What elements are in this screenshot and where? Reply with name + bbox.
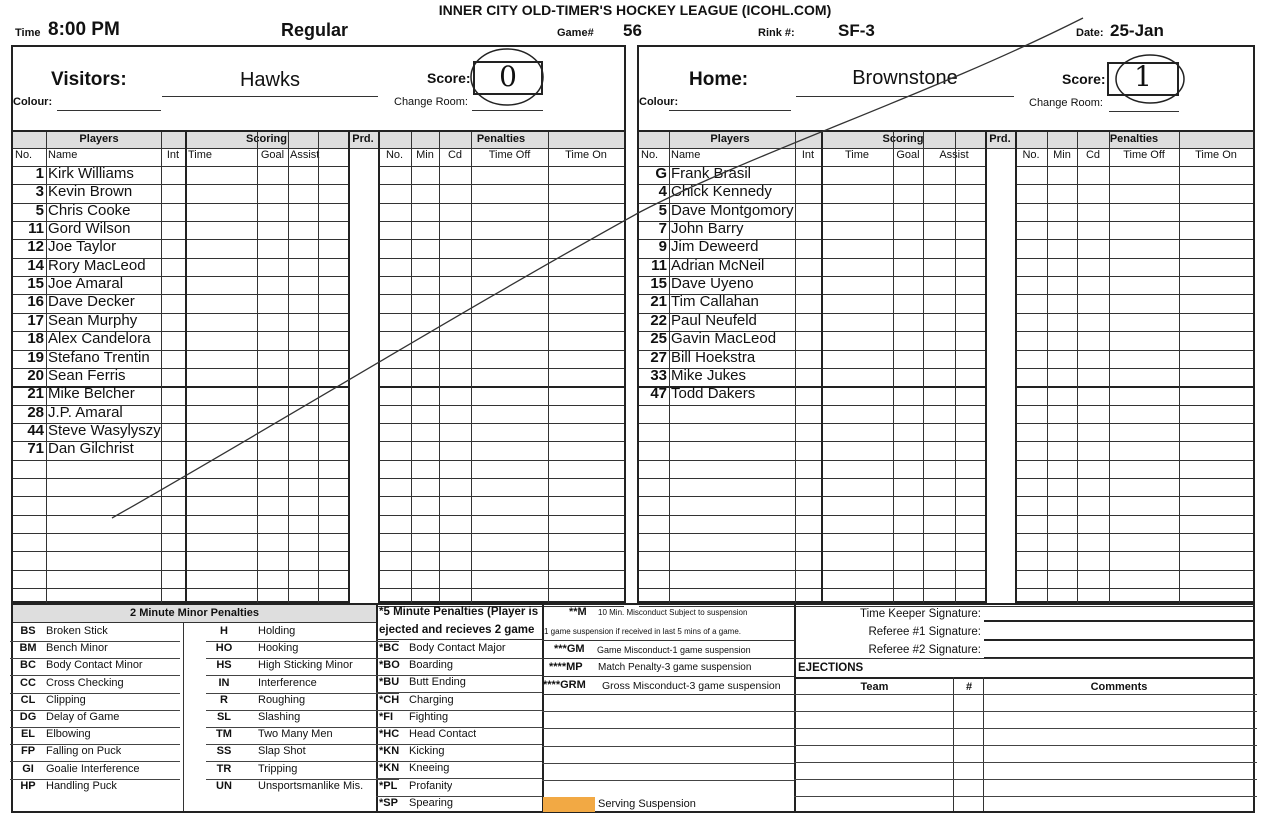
- visitors-player-name: Kirk Williams: [48, 165, 134, 182]
- visitors-score: 0: [499, 60, 517, 93]
- visitors-colour-label: Colour:: [13, 96, 53, 108]
- visitors-player-number: 19: [27, 348, 44, 366]
- minor-left-code: GI: [22, 762, 34, 775]
- major-label: Boarding: [409, 659, 454, 672]
- visitors-player-number: 71: [27, 440, 44, 458]
- visitors-player-number: 11: [28, 220, 44, 238]
- minor-penalties-title: 2 Minute Minor Penalties: [130, 607, 259, 619]
- rink-label: Rink #:: [758, 27, 795, 39]
- major-code: *CH: [379, 693, 400, 706]
- minor-left-label: Broken Stick: [46, 625, 108, 637]
- minor-left-label: Goalie Interference: [46, 762, 140, 775]
- home-prd-heading: Prd.: [989, 133, 1011, 145]
- home-col-min: Min: [1053, 149, 1071, 161]
- major-label: Profanity: [409, 779, 453, 792]
- referee1-signature-label: Referee #1 Signature:: [868, 626, 981, 638]
- home-player-name: Dave Uyeno: [671, 275, 754, 293]
- visitors-col-assist: Assist: [290, 149, 320, 161]
- home-team-name: Brownstone: [796, 67, 1014, 97]
- minor-right-label: Two Many Men: [258, 728, 333, 741]
- minor-right-code: SS: [216, 745, 232, 758]
- home-col-time: Time: [844, 149, 870, 161]
- visitors-player-number: 17: [27, 311, 44, 329]
- visitors-col-min: Min: [416, 149, 434, 161]
- minor-left-code: HP: [20, 779, 36, 792]
- minor-left-code: BS: [20, 625, 36, 637]
- minor-right-label: Hooking: [258, 642, 299, 655]
- minor-right-code: UN: [216, 779, 232, 792]
- home-col-name: Name: [671, 149, 701, 161]
- misconduct-gm-code: ***GM: [554, 643, 585, 655]
- major-label: Fighting: [409, 710, 449, 723]
- home-col-assist: Assist: [939, 149, 969, 161]
- ejections-title: EJECTIONS: [798, 662, 864, 674]
- visitors-score-circle: [471, 49, 543, 105]
- minor-right-code: H: [220, 625, 228, 637]
- visitors-player-name: Alex Candelora: [48, 330, 151, 348]
- home-player-name: Dave Montgomory: [671, 201, 794, 219]
- minor-left-code: EL: [20, 728, 36, 741]
- home-penalties-heading: Penalties: [1109, 133, 1159, 145]
- visitors-player-name: Steve Wasylyszy: [48, 421, 161, 439]
- home-players-heading: Players: [710, 133, 750, 145]
- home-player-number: 9: [658, 238, 667, 256]
- date-value: 25-Jan: [1110, 21, 1164, 40]
- visitors-col-int: Int: [166, 149, 180, 161]
- home-player-name: Frank Brasil: [671, 165, 752, 182]
- minor-left-code: BC: [20, 659, 36, 672]
- minor-left-label: Delay of Game: [46, 711, 120, 723]
- misconduct-mp-code: ****MP: [549, 661, 583, 673]
- home-score-circle: [1116, 55, 1184, 103]
- visitors-player-name: Chris Cooke: [48, 201, 131, 219]
- home-player-name: Paul Neufeld: [671, 311, 757, 329]
- minor-left-label: Clipping: [46, 693, 86, 706]
- home-colour-label: Colour:: [639, 96, 679, 108]
- visitors-player-number: 12: [27, 238, 44, 256]
- visitors-player-number: 28: [27, 403, 44, 421]
- game-type: Regular: [281, 20, 349, 40]
- timekeeper-signature-label: Time Keeper Signature:: [859, 608, 981, 620]
- visitors-player-name: Rory MacLeod: [48, 256, 146, 274]
- home-col-time-off: Time Off: [1123, 149, 1165, 161]
- home-score-label: Score:: [1062, 71, 1106, 87]
- visitors-player-number: 44: [27, 421, 44, 439]
- home-scoring-heading: Scoring: [882, 133, 924, 145]
- visitors-player-name: Dan Gilchrist: [48, 440, 134, 458]
- minor-left-code: DG: [19, 711, 37, 723]
- home-change-room-label: Change Room:: [1029, 97, 1103, 109]
- minor-right-label: High Sticking Minor: [258, 659, 353, 672]
- visitors-player-number: 16: [27, 293, 44, 311]
- minor-right-code: IN: [218, 676, 230, 689]
- minor-right-code: HS: [216, 659, 232, 672]
- misconduct-gm-text: Game Misconduct-1 game suspension: [597, 645, 751, 655]
- minor-left-code: BM: [19, 642, 37, 655]
- major-label: Kneeing: [409, 762, 450, 775]
- time-label: Time: [15, 27, 41, 39]
- date-label: Date:: [1076, 27, 1104, 39]
- visitors-player-name: Stefano Trentin: [48, 348, 150, 366]
- major-code: *SP: [379, 796, 398, 809]
- minor-right-label: Slap Shot: [258, 745, 306, 758]
- major-code: *FI: [379, 710, 394, 723]
- visitors-col-time-on: Time On: [565, 149, 607, 161]
- minor-right-label: Roughing: [258, 693, 306, 706]
- minor-left-code: CL: [20, 693, 36, 706]
- major-label: Body Contact Major: [409, 642, 506, 654]
- major-title-line2: ejected and recieves 2 game: [379, 624, 535, 636]
- visitors-player-number: 18: [27, 330, 44, 348]
- minor-left-label: Elbowing: [46, 728, 91, 741]
- visitors-col-name: Name: [48, 149, 78, 161]
- minor-right-code: SL: [216, 711, 232, 723]
- major-title-line1: *5 Minute Penalties (Player is: [379, 606, 539, 618]
- visitors-players-heading: Players: [79, 133, 119, 145]
- visitors-score-label: Score:: [427, 70, 471, 86]
- visitors-player-number: 14: [27, 256, 44, 274]
- minor-left-label: Body Contact Minor: [46, 659, 143, 672]
- visitors-col-time-off: Time Off: [488, 149, 531, 161]
- home-player-number: 7: [658, 220, 667, 238]
- home-col-int: Int: [801, 149, 815, 161]
- visitors-player-number: 1: [35, 165, 44, 182]
- home-player-name: Tim Callahan: [671, 293, 759, 311]
- home-player-name: Jim Deweerd: [671, 238, 759, 256]
- visitors-col-no: No.: [15, 149, 33, 161]
- home-player-number: 11: [651, 256, 667, 274]
- minor-right-code: HO: [215, 642, 233, 655]
- major-label: Charging: [409, 693, 454, 706]
- strikethrough-line: [112, 18, 1083, 518]
- home-player-name: John Barry: [671, 220, 744, 238]
- visitors-player-name: J.P. Amaral: [48, 403, 123, 421]
- visitors-player-name: Sean Murphy: [48, 311, 138, 329]
- major-label: Butt Ending: [409, 676, 466, 689]
- home-player-number: 33: [650, 366, 667, 384]
- visitors-label: Visitors:: [51, 69, 127, 90]
- minor-left-label: Cross Checking: [46, 676, 124, 689]
- major-code: *BO: [379, 659, 400, 672]
- home-col-no: No.: [641, 149, 659, 161]
- visitors-player-number: 15: [27, 275, 44, 293]
- ejections-col-comments: Comments: [1090, 681, 1148, 693]
- home-player-number: 15: [650, 275, 667, 293]
- ejections-col-number: #: [965, 681, 973, 693]
- minor-left-label: Handling Puck: [46, 779, 117, 792]
- home-col-penalty-no: No.: [1022, 149, 1040, 161]
- referee2-signature-label: Referee #2 Signature:: [868, 644, 981, 656]
- home-col-cd: Cd: [1085, 149, 1101, 161]
- misconduct-m-code: **M: [569, 606, 587, 618]
- minor-left-label: Bench Minor: [46, 642, 108, 655]
- minor-left-code: CC: [20, 676, 36, 689]
- visitors-col-goal: Goal: [260, 149, 285, 161]
- time-value: 8:00 PM: [48, 19, 120, 40]
- visitors-player-name: Dave Decker: [48, 293, 135, 311]
- major-code: *BC: [379, 642, 400, 654]
- home-score: 1: [1134, 60, 1152, 93]
- visitors-player-name: Joe Amaral: [48, 275, 124, 293]
- home-player-number: 5: [658, 201, 667, 219]
- minor-right-label: Tripping: [258, 762, 298, 775]
- major-code: *HC: [379, 728, 400, 740]
- major-label: Spearing: [409, 796, 454, 809]
- visitors-team-name: Hawks: [162, 69, 378, 97]
- misconduct-m-note: 1 game suspension if received in last 5 mins of a game.: [544, 627, 741, 636]
- rink-value: SF-3: [838, 21, 875, 40]
- visitors-player-name: Kevin Brown: [48, 183, 133, 201]
- home-col-time-on: Time On: [1195, 149, 1237, 161]
- visitors-col-cd: Cd: [447, 149, 463, 161]
- visitors-player-name: Gord Wilson: [48, 220, 131, 238]
- visitors-player-number: 3: [35, 183, 44, 201]
- minor-right-code: TR: [216, 762, 232, 775]
- visitors-player-name: Mike Belcher: [48, 385, 135, 403]
- minor-right-code: R: [220, 693, 228, 706]
- visitors-player-name: Joe Taylor: [48, 238, 117, 256]
- misconduct-grm-text: Gross Misconduct-3 game suspension: [602, 680, 781, 692]
- minor-left-code: FP: [20, 745, 36, 758]
- visitors-scoring-heading: Scoring: [246, 133, 287, 145]
- home-player-name: Adrian McNeil: [671, 256, 765, 274]
- home-player-name: Gavin MacLeod: [671, 330, 777, 348]
- home-player-number: 22: [650, 311, 667, 329]
- visitors-player-number: 21: [27, 385, 44, 403]
- home-col-goal: Goal: [896, 149, 920, 161]
- home-player-number: 4: [658, 183, 667, 201]
- misconduct-grm-code: ****GRM: [543, 679, 586, 691]
- minor-right-label: Unsportsmanlike Mis.: [258, 779, 364, 792]
- misconduct-mp-text: Match Penalty-3 game suspension: [598, 662, 752, 673]
- home-player-name: Chick Kennedy: [671, 183, 772, 201]
- visitors-player-name: Sean Ferris: [48, 366, 126, 384]
- visitors-change-room-label: Change Room:: [394, 96, 468, 108]
- major-label: Head Contact: [409, 728, 477, 740]
- home-player-number: 27: [650, 348, 667, 366]
- home-player-number: 25: [650, 330, 667, 348]
- misconduct-m-text: 10 Min. Misconduct Subject to suspension: [598, 608, 748, 617]
- game-number: 56: [623, 21, 642, 40]
- home-player-number: 47: [650, 385, 667, 403]
- home-player-name: Mike Jukes: [671, 366, 747, 384]
- major-label: Kicking: [409, 745, 445, 758]
- game-number-label: Game#: [557, 27, 594, 39]
- minor-right-label: Interference: [258, 676, 317, 689]
- home-label: Home:: [689, 69, 749, 90]
- league-title: INNER CITY OLD-TIMER'S HOCKEY LEAGUE (ICOHL.COM): [438, 2, 832, 18]
- home-player-name: Bill Hoekstra: [671, 348, 756, 366]
- home-player-number: 21: [650, 293, 667, 311]
- visitors-prd-heading: Prd.: [352, 133, 374, 145]
- major-code: *KN: [379, 762, 400, 775]
- minor-right-code: TM: [216, 728, 232, 741]
- minor-right-label: Slashing: [258, 711, 301, 723]
- major-code: *BU: [379, 676, 400, 689]
- visitors-col-time: Time: [188, 149, 213, 161]
- minor-left-label: Falling on Puck: [46, 745, 122, 758]
- visitors-col-penalty-no: No.: [385, 149, 404, 161]
- major-code: *KN: [379, 745, 400, 758]
- ejections-col-team: Team: [860, 681, 889, 693]
- serving-suspension-label: Serving Suspension: [598, 798, 696, 810]
- visitors-player-number: 20: [27, 366, 44, 384]
- visitors-player-number: 5: [35, 201, 44, 219]
- home-player-number: G: [655, 165, 667, 182]
- minor-right-label: Holding: [258, 625, 296, 637]
- visitors-penalties-heading: Penalties: [476, 133, 526, 145]
- home-player-name: Todd Dakers: [671, 385, 756, 403]
- major-code: *PL: [379, 779, 398, 792]
